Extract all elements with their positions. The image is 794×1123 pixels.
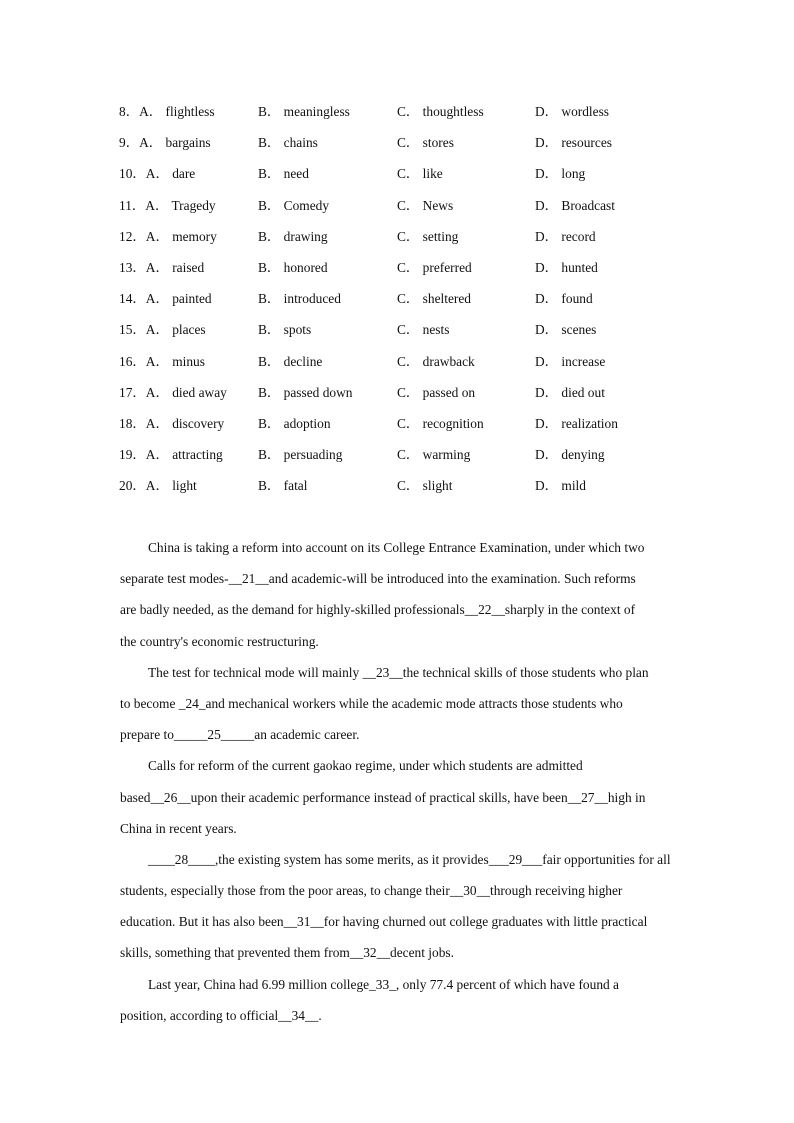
option-c[interactable] — [397, 132, 454, 154]
option-c[interactable] — [397, 288, 471, 310]
option-text: D． resources — [535, 135, 612, 151]
option-a[interactable] — [119, 475, 197, 497]
option-text: C． recognition — [397, 415, 484, 431]
option-text: D． denying — [535, 447, 605, 463]
option-text: B． adoption — [258, 415, 331, 431]
option-text: D． Broadcast — [535, 197, 615, 213]
option-text: A． light — [145, 478, 197, 494]
question-number: 12． — [119, 228, 146, 244]
question-row — [0, 226, 794, 257]
option-a[interactable] — [119, 319, 206, 341]
option-d[interactable] — [535, 288, 593, 310]
option-text: A． flightless — [139, 104, 215, 119]
option-d[interactable] — [535, 163, 585, 185]
question-number: 18． — [119, 415, 146, 431]
option-c[interactable] — [397, 382, 475, 404]
option-text: A． minus — [145, 353, 205, 369]
question-number: 9． — [119, 135, 140, 151]
option-c[interactable] — [397, 226, 458, 248]
option-text: D． died out — [535, 384, 605, 400]
question-row — [0, 475, 794, 506]
blank-29[interactable]: ___29___ — [488, 851, 543, 867]
option-text: D． found — [535, 291, 593, 307]
passage-line: ____28____,the existing system has some merits, as it provides___29___fair opportunities for all — [148, 851, 671, 867]
cloze-passage — [120, 537, 676, 1036]
option-text: C． setting — [397, 228, 459, 244]
option-b[interactable] — [258, 444, 342, 466]
question-number: 20． — [119, 478, 146, 494]
option-text: B． spots — [258, 322, 312, 338]
option-a[interactable] — [119, 413, 224, 435]
question-number: 13． — [119, 259, 146, 275]
passage-line: skills, something that prevented them from__32__decent jobs. — [120, 945, 454, 961]
passage-line: students, especially those from the poor areas, to change their__30__through receiving higher — [120, 883, 623, 899]
option-d[interactable] — [535, 226, 596, 248]
question-number: 17． — [119, 384, 146, 400]
passage-line: position, according to official__34__. — [120, 1007, 322, 1023]
option-text: C． stores — [397, 135, 454, 151]
option-text: C． drawback — [397, 353, 475, 369]
option-text: D． record — [535, 228, 596, 244]
option-text: C． warming — [397, 447, 471, 463]
option-text: B． Comedy — [258, 197, 330, 213]
option-text: C． passed on — [397, 384, 476, 400]
option-c[interactable] — [397, 351, 475, 373]
blank-21[interactable]: __21__ — [228, 571, 269, 587]
option-text: B． persuading — [258, 447, 343, 463]
blank-32[interactable]: __32__ — [349, 945, 391, 961]
passage-line: to become _24_and mechanical workers while the academic mode attracts those students who — [120, 695, 623, 711]
option-text: A． painted — [145, 291, 212, 307]
option-text: A． dare — [145, 166, 196, 182]
option-a[interactable] — [119, 444, 223, 466]
option-d[interactable] — [535, 413, 618, 435]
question-row — [0, 382, 794, 413]
option-a[interactable] — [119, 288, 212, 310]
option-a[interactable] — [119, 226, 217, 248]
option-d[interactable] — [535, 195, 615, 217]
option-b[interactable] — [258, 163, 309, 185]
blank-31[interactable]: __31__ — [283, 914, 324, 930]
option-text: D． mild — [535, 478, 586, 494]
option-c[interactable] — [397, 101, 484, 123]
option-text: C． nests — [397, 322, 450, 338]
option-d[interactable] — [535, 132, 612, 154]
passage-line: the country's economic restructuring. — [120, 633, 319, 649]
option-c[interactable] — [397, 163, 443, 185]
option-c[interactable] — [397, 195, 453, 217]
option-text: A． died away — [145, 384, 227, 400]
option-a[interactable] — [119, 163, 195, 185]
option-text: B． drawing — [258, 228, 328, 244]
passage-line: China in recent years. — [120, 820, 237, 836]
option-text: C． slight — [397, 478, 453, 494]
passage-line: prepare to_____25_____an academic career. — [120, 727, 360, 743]
option-a[interactable] — [119, 257, 204, 279]
question-row — [0, 444, 794, 475]
option-b[interactable] — [258, 195, 329, 217]
question-row — [0, 195, 794, 226]
option-c[interactable] — [397, 319, 449, 341]
option-b[interactable] — [258, 101, 350, 123]
option-c[interactable] — [397, 257, 472, 279]
passage-line: based__26__upon their academic performance instead of practical skills, have been__27__high in — [120, 789, 646, 805]
option-text: C． preferred — [397, 259, 472, 275]
option-text: C． sheltered — [397, 291, 472, 307]
question-number: 16． — [119, 353, 146, 369]
option-text: C． thoughtless — [397, 104, 484, 119]
question-number: 11． — [119, 197, 146, 213]
option-a[interactable] — [119, 351, 205, 373]
option-d[interactable] — [535, 319, 596, 341]
option-c[interactable] — [397, 475, 452, 497]
passage-line: China is taking a reform into account on its College Entrance Examination, under which two — [148, 540, 645, 555]
question-row — [0, 101, 794, 132]
option-text: A． attracting — [145, 447, 223, 463]
option-d[interactable] — [535, 475, 586, 497]
option-text: B． passed down — [258, 384, 353, 400]
question-row — [0, 257, 794, 288]
question-row — [0, 351, 794, 382]
option-b[interactable] — [258, 351, 322, 373]
option-text: B． introduced — [258, 291, 341, 307]
option-text: D． increase — [535, 353, 606, 369]
option-a[interactable] — [119, 132, 211, 154]
option-b[interactable] — [258, 413, 331, 435]
blank-34[interactable]: __34__ — [278, 1007, 319, 1023]
option-text: A． bargains — [139, 135, 211, 151]
question-number: 10． — [119, 166, 146, 182]
passage-line: The test for technical mode will mainly __23__the technical skills of those students who plan — [148, 664, 649, 680]
passage-line: are badly needed, as the demand for highly-skilled professionals__22__sharply in the context of — [120, 602, 636, 618]
option-c[interactable] — [397, 413, 484, 435]
option-b[interactable] — [258, 382, 352, 404]
option-text: C． like — [397, 166, 443, 182]
option-text: B． fatal — [258, 478, 308, 494]
question-row — [0, 413, 794, 444]
option-text: A． places — [145, 322, 206, 338]
option-text: B． honored — [258, 259, 328, 275]
option-b[interactable] — [258, 288, 341, 310]
question-number: 14． — [119, 291, 146, 307]
option-text: D． scenes — [535, 322, 597, 338]
option-text: A． discovery — [145, 415, 225, 431]
question-number: 15． — [119, 322, 146, 338]
passage-line: education. But it has also been__31__for having churned out college graduates with little practical — [120, 914, 648, 930]
option-text: B． decline — [258, 353, 323, 369]
option-b[interactable] — [258, 319, 311, 341]
option-text: A． memory — [145, 228, 217, 244]
option-text: D． hunted — [535, 259, 598, 275]
option-d[interactable] — [535, 444, 605, 466]
option-b[interactable] — [258, 475, 307, 497]
blank-25[interactable]: _____25_____ — [173, 727, 255, 743]
passage-line: Last year, China had 6.99 million college_33_, only 77.4 percent of which have found a — [148, 976, 620, 992]
option-text: D． realization — [535, 415, 618, 431]
option-b[interactable] — [258, 132, 318, 154]
option-text: B． need — [258, 166, 309, 182]
option-a[interactable] — [119, 101, 215, 123]
option-text: A． Tragedy — [145, 197, 216, 213]
blank-22[interactable]: __22__ — [464, 602, 505, 618]
option-a[interactable] — [119, 195, 216, 217]
option-b[interactable] — [258, 257, 328, 279]
option-text: D． long — [535, 166, 586, 182]
blank-26[interactable]: __26__ — [150, 789, 191, 805]
option-text: A． raised — [145, 259, 205, 275]
option-text: C． News — [397, 197, 454, 213]
question-row — [0, 132, 794, 163]
question-row — [0, 163, 794, 194]
question-row — [0, 319, 794, 350]
option-text: B． chains — [258, 135, 318, 151]
question-row — [0, 288, 794, 319]
option-d[interactable] — [535, 101, 609, 123]
option-d[interactable] — [535, 257, 598, 279]
option-b[interactable] — [258, 226, 328, 248]
option-a[interactable] — [119, 382, 227, 404]
passage-line: Calls for reform of the current gaokao regime, under which students are admitted — [148, 758, 583, 774]
blank-23[interactable]: __23__ — [362, 664, 403, 680]
blank-27[interactable]: __27__ — [567, 789, 608, 805]
option-text: B． meaningless — [258, 104, 350, 119]
answer-options — [0, 101, 794, 506]
blank-33[interactable]: _33_ — [369, 976, 396, 992]
blank-28[interactable]: ____28____ — [148, 851, 215, 867]
option-c[interactable] — [397, 444, 470, 466]
option-d[interactable] — [535, 351, 605, 373]
blank-24[interactable]: _24_ — [178, 695, 206, 711]
option-text: D． wordless — [535, 104, 610, 119]
option-d[interactable] — [535, 382, 605, 404]
passage-line: separate test modes-__21__and academic-will be introduced into the examination. Such reforms — [120, 571, 636, 587]
question-number: 8． — [119, 104, 140, 119]
blank-30[interactable]: __30__ — [449, 883, 490, 899]
question-number: 19． — [119, 447, 146, 463]
